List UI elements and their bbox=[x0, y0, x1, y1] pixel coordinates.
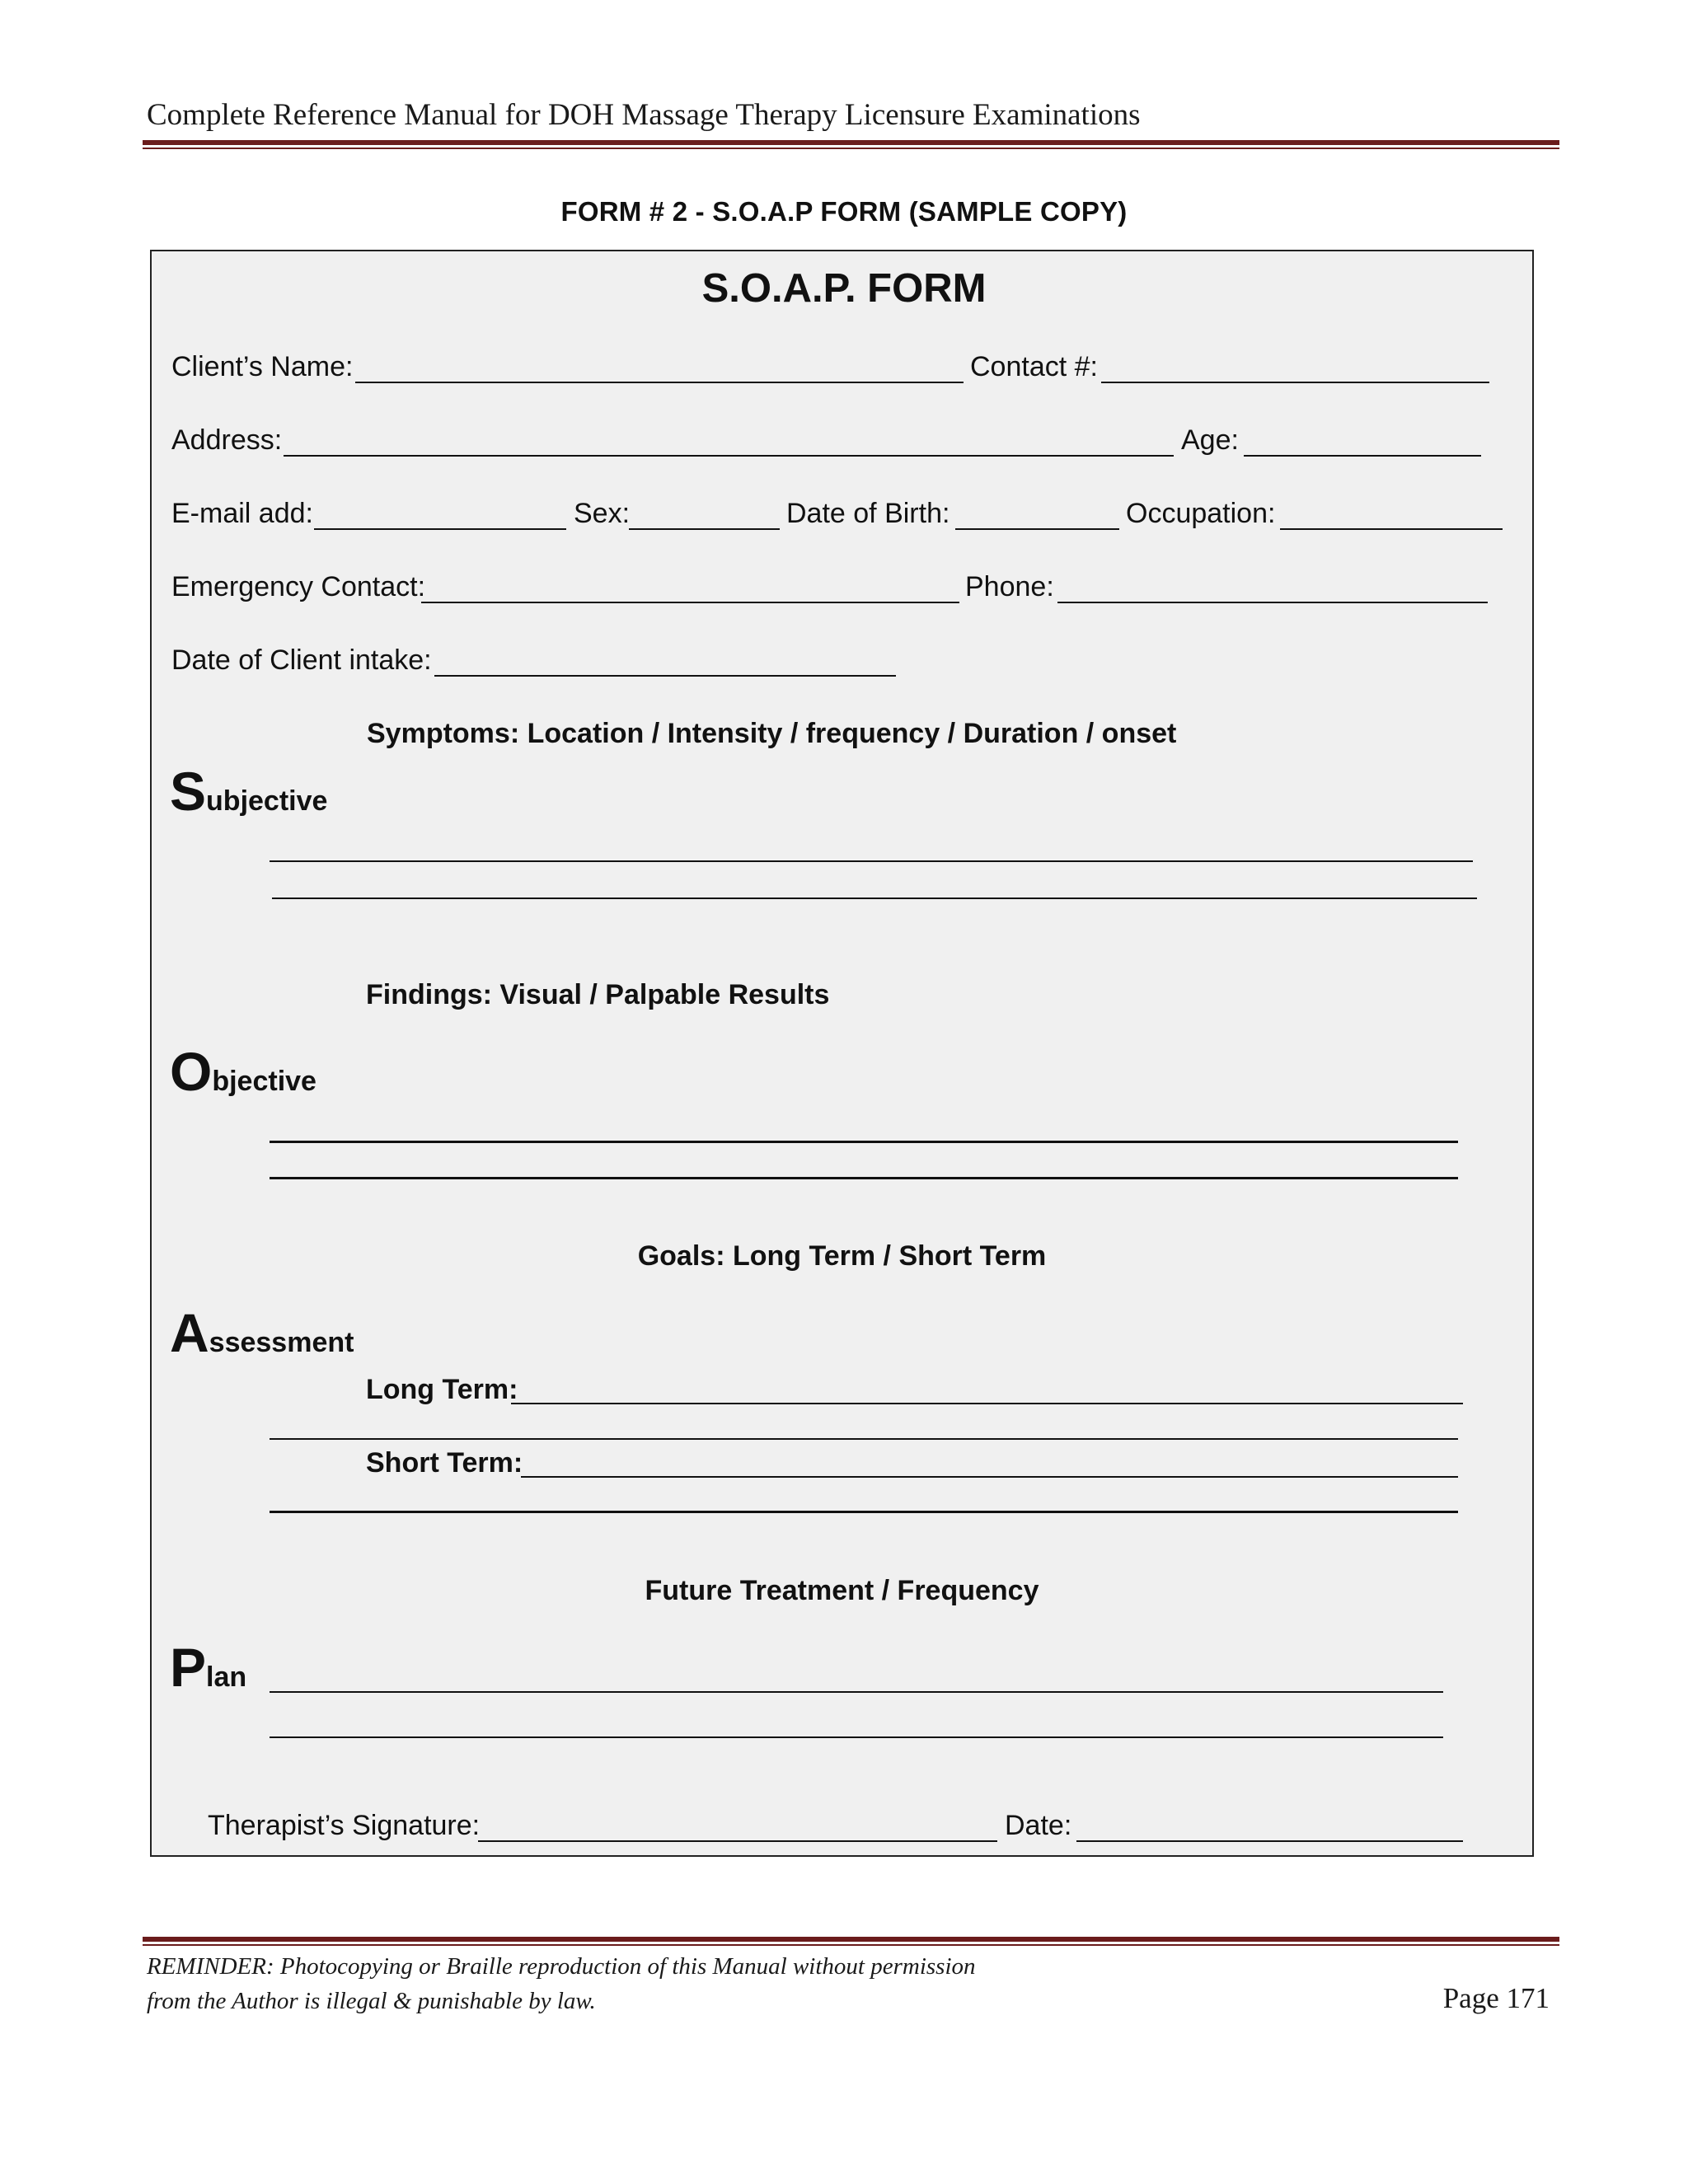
plan-rest: lan bbox=[206, 1661, 247, 1693]
contact-field[interactable] bbox=[1101, 382, 1489, 383]
symptoms-heading: Symptoms: Location / Intensity / frequency / Duration / onset bbox=[367, 718, 1177, 749]
emergency-contact-label: Emergency Contact: bbox=[171, 571, 426, 602]
header-rule bbox=[143, 140, 1559, 145]
future-treatment-heading: Future Treatment / Frequency bbox=[645, 1575, 1039, 1606]
address-field[interactable] bbox=[284, 455, 1174, 457]
email-label: E-mail add: bbox=[171, 498, 313, 529]
phone-label: Phone: bbox=[965, 571, 1054, 602]
form-caption: FORM # 2 - S.O.A.P FORM (SAMPLE COPY) bbox=[560, 196, 1128, 227]
plan-line[interactable] bbox=[270, 1691, 1443, 1693]
occupation-label: Occupation: bbox=[1126, 498, 1276, 529]
subjective-rest: ubjective bbox=[206, 785, 328, 817]
contact-label: Contact #: bbox=[970, 351, 1098, 382]
running-header-title: Complete Reference Manual for DOH Massage Therapy Licensure Examinations bbox=[147, 98, 1141, 132]
short-term-field-line2[interactable] bbox=[270, 1511, 1458, 1513]
objective-rest: bjective bbox=[212, 1066, 316, 1097]
assessment-section-label bbox=[170, 1301, 354, 1364]
email-field[interactable] bbox=[314, 528, 566, 530]
intake-date-label: Date of Client intake: bbox=[171, 644, 432, 676]
sex-field[interactable] bbox=[629, 528, 780, 530]
client-name-label: Client’s Name: bbox=[171, 351, 354, 382]
intake-date-field[interactable] bbox=[434, 675, 896, 677]
short-term-label: Short Term: bbox=[366, 1447, 523, 1479]
emergency-contact-field[interactable] bbox=[421, 602, 959, 603]
age-field[interactable] bbox=[1244, 455, 1481, 457]
page-number: Page 171 bbox=[1442, 1982, 1550, 2014]
footer-rule bbox=[143, 1937, 1559, 1942]
plan-section-label bbox=[170, 1636, 246, 1699]
dob-field[interactable] bbox=[955, 528, 1119, 530]
plan-line[interactable] bbox=[270, 1736, 1443, 1738]
subjective-line[interactable] bbox=[272, 898, 1477, 899]
subjective-section-label bbox=[170, 760, 327, 823]
signature-date-field[interactable] bbox=[1076, 1840, 1463, 1842]
reminder-line-1: REMINDER: Photocopying or Braille reproduction of this Manual without permission bbox=[147, 1953, 976, 1980]
assessment-rest: ssessment bbox=[209, 1327, 354, 1358]
header-rule-thin bbox=[143, 148, 1559, 149]
short-term-field[interactable] bbox=[521, 1476, 1458, 1478]
therapist-signature-field[interactable] bbox=[478, 1840, 997, 1842]
form-title: S.O.A.P. FORM bbox=[701, 266, 987, 311]
long-term-field[interactable] bbox=[511, 1403, 1463, 1404]
findings-heading: Findings: Visual / Palpable Results bbox=[366, 979, 830, 1010]
phone-field[interactable] bbox=[1057, 602, 1488, 603]
plan-initial: P bbox=[170, 1637, 207, 1698]
age-label: Age: bbox=[1181, 424, 1239, 456]
address-label: Address: bbox=[171, 424, 283, 456]
subjective-line[interactable] bbox=[270, 860, 1473, 862]
objective-initial: O bbox=[170, 1041, 213, 1102]
footer-rule-thin bbox=[143, 1944, 1559, 1946]
objective-section-label bbox=[170, 1040, 316, 1103]
reminder-line-2: from the Author is illegal & punishable by law. bbox=[147, 1988, 596, 2014]
long-term-label: Long Term: bbox=[366, 1374, 518, 1405]
signature-date-label: Date: bbox=[1005, 1810, 1072, 1841]
objective-line[interactable] bbox=[270, 1177, 1458, 1179]
assessment-initial: A bbox=[170, 1302, 209, 1363]
occupation-field[interactable] bbox=[1280, 528, 1503, 530]
dob-label: Date of Birth: bbox=[786, 498, 950, 529]
soap-form-box bbox=[150, 250, 1534, 1857]
client-name-field[interactable] bbox=[355, 382, 964, 383]
long-term-field-line2[interactable] bbox=[270, 1438, 1458, 1440]
goals-heading: Goals: Long Term / Short Term bbox=[637, 1240, 1047, 1272]
sex-label: Sex: bbox=[574, 498, 631, 529]
subjective-initial: S bbox=[170, 761, 207, 822]
objective-line[interactable] bbox=[270, 1141, 1458, 1143]
therapist-signature-label: Therapist’s Signature: bbox=[208, 1810, 481, 1841]
copyright-reminder bbox=[147, 1949, 976, 2018]
